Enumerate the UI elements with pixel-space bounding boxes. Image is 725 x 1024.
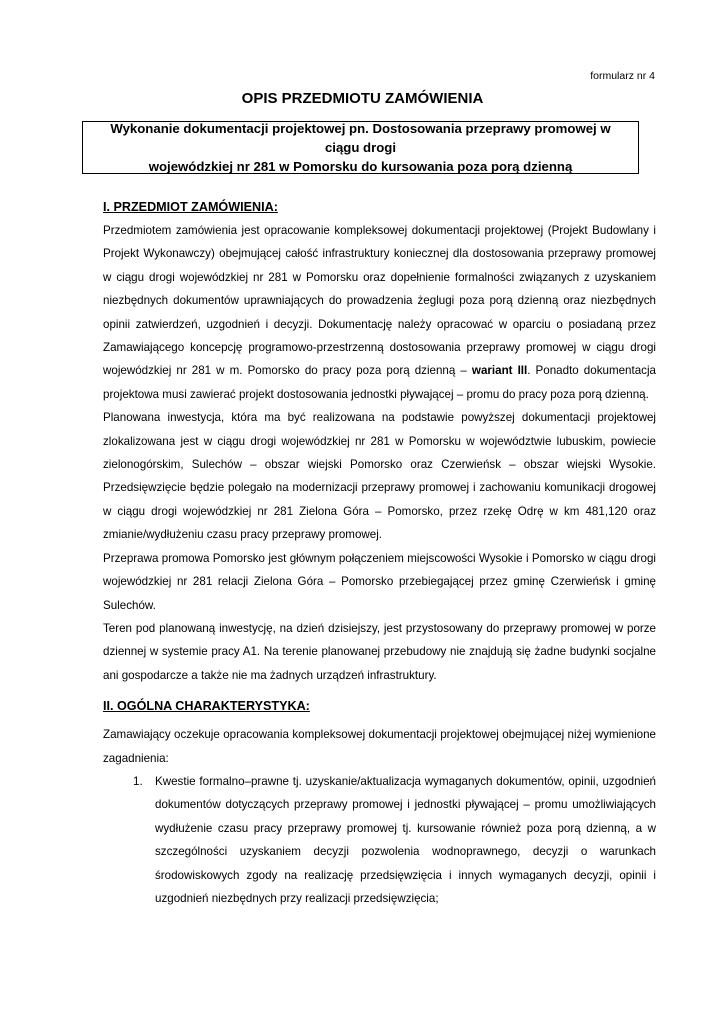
list-item-text: Kwestie formalno–prawne tj. uzyskanie/aktualizacja wymaganych dokumentów, opinii, uzgodnień dokumentów dotyczących przeprawy promowej i jednostki pływającej – promu umożliwiających wydłużenie czasu pracy przeprawy promowej tj. kursowanie również poza porą dzienną, a w szczególności uzyskaniem decyzji pozwolenia wodnoprawnego, decyzji o warunkach środowiskowych zgody na realizację przedsięwzięcia i innych wymaganych decyzji, opinii i uzgodnień niezbędnych przy realizacji przedsięwzięcia;: [155, 774, 656, 905]
variant-bold-text: wariant III: [471, 364, 528, 378]
subject-line-2: wojewódzkiej nr 281 w Pomorsku do kursowania poza porą dzienną: [148, 159, 573, 174]
section-2-heading: II. OGÓLNA CHARAKTERYSTYKA:: [103, 699, 310, 714]
requirements-list: [103, 770, 656, 910]
subject-line-1: Wykonanie dokumentacji projektowej pn. Dostosowania przeprawy promowej w ciągu drogi: [110, 121, 611, 155]
section-1-paragraph-2: Planowana inwestycja, która ma być realizowana na podstawie powyższej dokumentacji projektowej zlokalizowana jest w ciągu drogi wojewódzkiej nr 281 w Pomorsku w województwie lubuskim, powiecie zielonogórskim, Sulechów – obszar wiejski Pomorsko oraz Czerwieńsk – obszar wiejski Wysokie. Przedsięwzięcie będzie polegało na modernizacji przeprawy promowej i zachowaniu komunikacji drogowej w ciągu drogi wojewódzkiej nr 281 Zielona Góra – Pomorsko, przez rzekę Odrę w km 481,120 oraz zmianie/wydłużeniu czasu pracy przeprawy promowej.: [103, 411, 656, 542]
section-1-paragraph-4: Teren pod planowaną inwestycję, na dzień dzisiejszy, jest przystosowany do przeprawy promowej w porze dziennej w systemie pracy A1. Na terenie planowanej przebudowy nie znajdują się żadne budynki socjalne ani gospodarcze a także nie ma żadnych urządzeń infrastruktury.: [103, 621, 656, 682]
document-body: [103, 196, 656, 910]
section-1-paragraph-1: [103, 219, 656, 406]
page-title: OPIS PRZEDMIOTU ZAMÓWIENIA: [241, 90, 484, 107]
subject-box: [82, 121, 639, 174]
section-1-paragraph-3: Przeprawa promowa Pomorsko jest głównym połączeniem miejscowości Wysokie i Pomorsko w ciągu drogi wojewódzkiej nr 281 relacji Zielona Góra – Pomorsko przebiegającej przez gminę Czerwieńsk i gminę Sulechów.: [103, 551, 656, 612]
section-1-heading: I. PRZEDMIOT ZAMÓWIENIA:: [103, 200, 278, 214]
section-2-intro: Zamawiający oczekuje opracowania kompleksowej dokumentacji projektowej obejmującej niżej wymienione zagadnienia:: [103, 728, 656, 765]
list-item: [103, 770, 656, 910]
list-item-number: 1.: [133, 774, 143, 788]
subject-text: [103, 119, 618, 176]
form-number: formularz nr 4: [590, 70, 655, 82]
paragraph-text: . Ponadto dokumentacja projektowa musi zawierać projekt dostosowania jednostki pływającej – promu do pracy poza porą dzienną.: [103, 364, 656, 401]
paragraph-text: Przedmiotem zamówienia jest opracowanie kompleksowej dokumentacji projektowej (Projekt Budowlany i Projekt Wykonawczy) obejmującej całość infrastruktury koniecznej dla dostosowania przeprawy promowej w ciągu drogi wojewódzkiej nr 281 w Pomorsku oraz dopełnienie formalności związanych z uzyskaniem niezbędnych dokumentów uprawniających do prowadzenia żeglugi poza porą dzienną oraz niezbędnych opinii zatwierdzeń, uzgodnień i decyzji. Dokumentację należy opracować w oparciu o posiadaną przez Zamawiającego koncepcję programowo-przestrzenną dostosowania przeprawy promowej w ciągu drogi wojewódzkiej nr 281 w m. Pomorsko do pracy poza porą dzienną –: [103, 224, 656, 378]
